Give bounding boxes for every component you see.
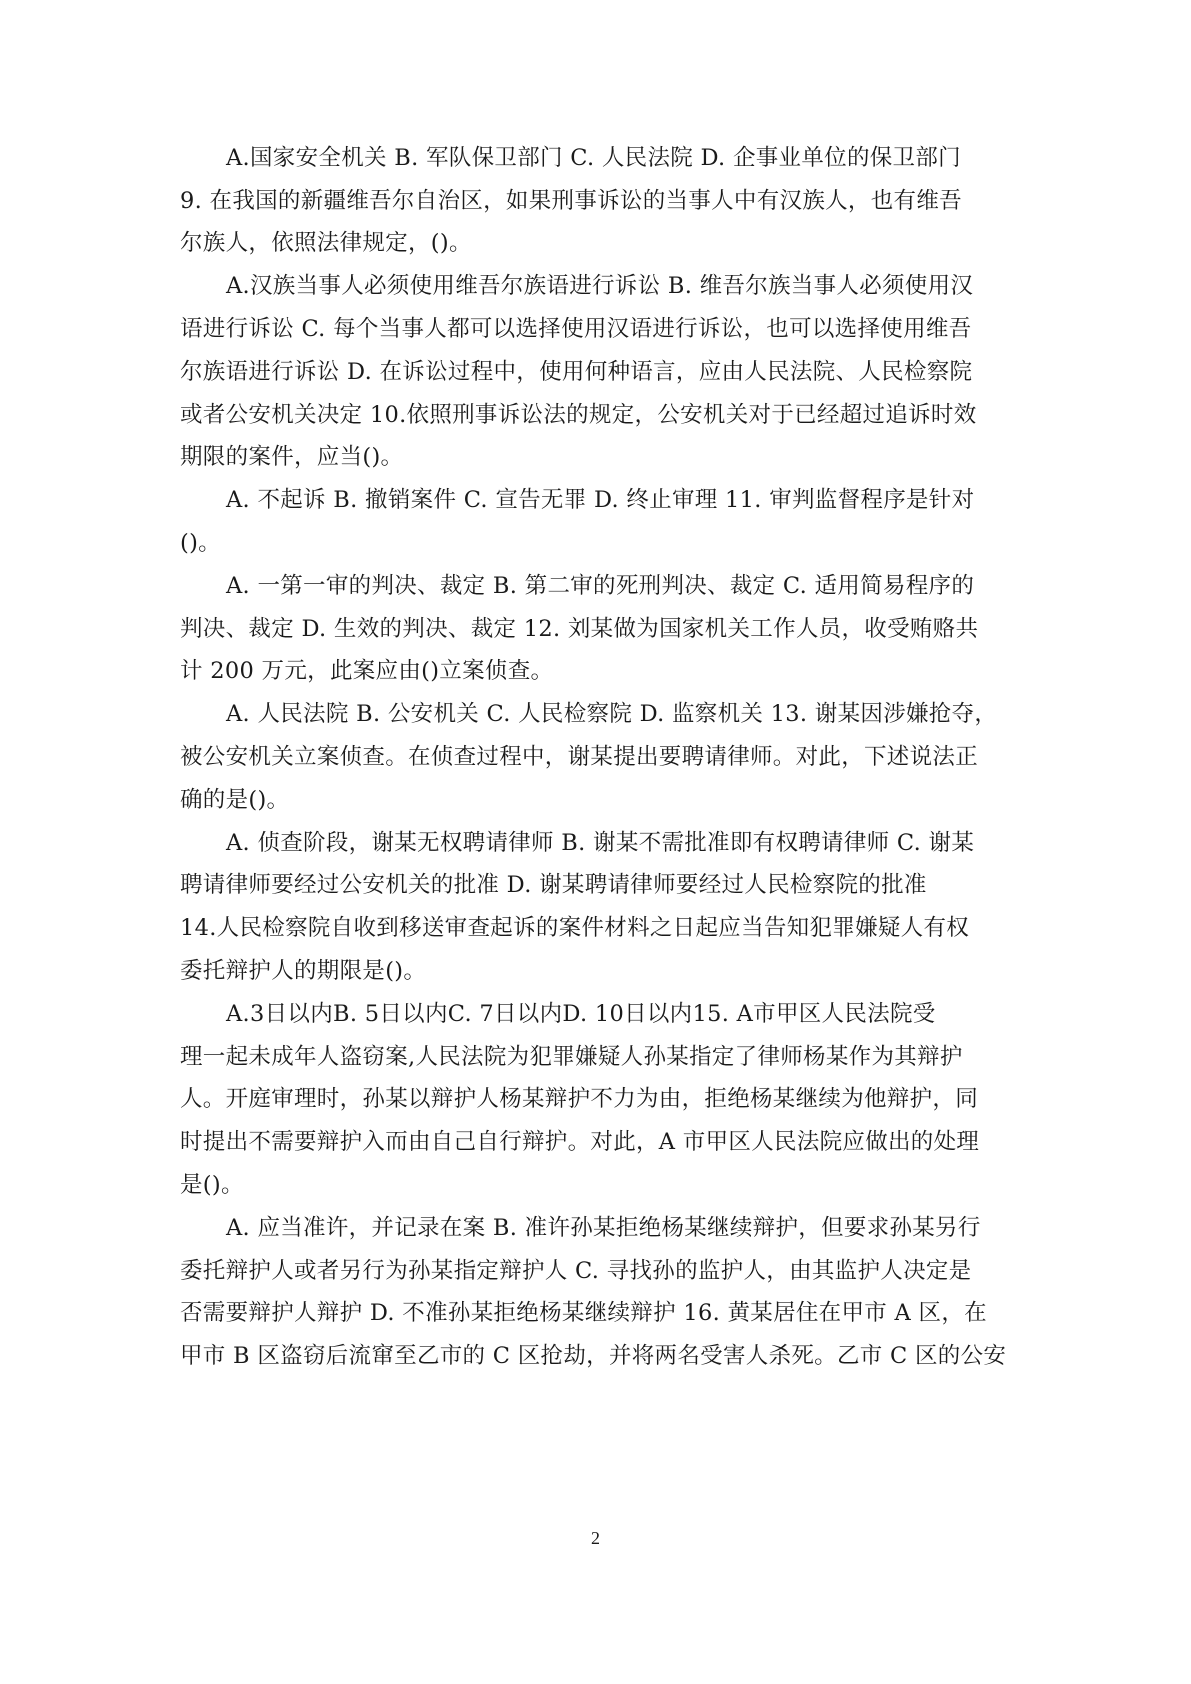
text-line: 期限的案件，应当()。 [180,444,404,470]
text-line: A.3日以内B. 5日以内C. 7日以内D. 10日以内15. A市甲区人民法院受 [226,1001,936,1027]
text-line: 9. 在我国的新疆维吾尔自治区，如果刑事诉讼的当事人中有汉族人，也有维吾 [180,188,962,214]
text-line: 时提出不需要辩护入而由自己自行辩护。对此，A 市甲区人民法院应做出的处理 [180,1129,980,1155]
text-line: 是()。 [180,1172,244,1198]
text-line: A. 人民法院 B. 公安机关 C. 人民检察院 D. 监察机关 13. 谢某因涉嫌抢夺， [226,701,998,727]
page-number: 2 [591,1528,600,1548]
text-line: 确的是()。 [180,787,290,813]
text-line: 语进行诉讼 C. 每个当事人都可以选择使用汉语进行诉讼，也可以选择使用维吾 [180,316,972,342]
text-line: 计 200 万元，此案应由()立案侦查。 [180,658,554,684]
text-line: 甲市 B 区盗窃后流窜至乙市的 C 区抢劫，并将两名受害人杀死。乙市 C 区的公安 [180,1343,1007,1369]
text-line: 人。开庭审理时，孙某以辩护人杨某辩护不力为由，拒绝杨某继续为他辩护，同 [180,1086,979,1112]
text-line: A. 不起诉 B. 撤销案件 C. 宣告无罪 D. 终止审理 11. 审判监督程序是针对 [226,487,975,513]
text-line: 14.人民检察院自收到移送审查起诉的案件材料之日起应当告知犯罪嫌疑人有权 [180,915,970,941]
text-line: 否需要辩护人辩护 D. 不准孙某拒绝杨某继续辩护 16. 黄某居住在甲市 A 区，在 [180,1300,987,1326]
text-line: 判决、裁定 D. 生效的判决、裁定 12. 刘某做为国家机关工作人员，收受贿赂共 [180,616,979,642]
text-line: 被公安机关立案侦查。在侦查过程中，谢某提出要聘请律师。对此，下述说法正 [180,744,979,770]
text-line: 聘请律师要经过公安机关的批准 D. 谢某聘请律师要经过人民检察院的批准 [180,872,927,898]
text-line: A. 应当准许，并记录在案 B. 准许孙某拒绝杨某继续辩护，但要求孙某另行 [226,1215,981,1241]
text-line: 尔族语进行诉讼 D. 在诉讼过程中，使用何种语言，应由人民法院、人民检察院 [180,359,973,385]
text-line: 委托辩护人或者另行为孙某指定辩护人 C. 寻找孙的监护人，由其监护人决定是 [180,1258,972,1284]
text-line: A.国家安全机关 B. 军队保卫部门 C. 人民法院 D. 企事业单位的保卫部门 [226,145,961,171]
text-line: A. 一第一审的判决、裁定 B. 第二审的死刑判决、裁定 C. 适用简易程序的 [226,573,975,599]
text-line: 尔族人，依照法律规定，()。 [180,230,472,256]
text-line: 委托辩护人的期限是()。 [180,958,427,984]
text-line: 理一起未成年人盗窃案,人民法院为犯罪嫌疑人孙某指定了律师杨某作为其辩护 [180,1044,963,1070]
text-line: ()。 [180,530,221,556]
text-line: A.汉族当事人必须使用维吾尔族语进行诉讼 B. 维吾尔族当事人必须使用汉 [226,273,974,299]
text-line: A. 侦查阶段，谢某无权聘请律师 B. 谢某不需批准即有权聘请律师 C. 谢某 [226,830,975,856]
text-line: 或者公安机关决定 10.依照刑事诉讼法的规定，公安机关对于已经超过追诉时效 [180,402,977,428]
